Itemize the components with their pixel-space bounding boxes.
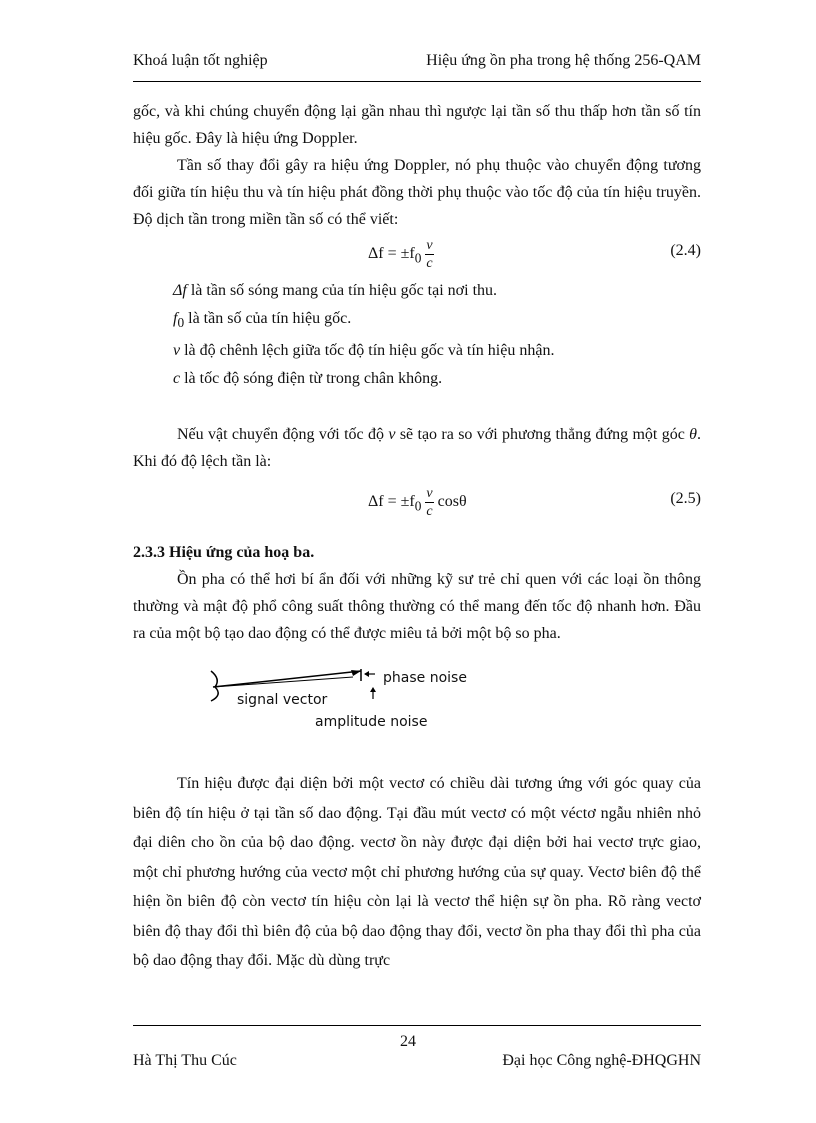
p3-v: v: [388, 426, 396, 444]
footer-right: Đại học Công nghệ-ĐHQGHN: [502, 1052, 701, 1069]
page-body: [133, 98, 701, 976]
eq2-denominator: c: [426, 504, 433, 520]
equation-2-4-label: (2.4): [670, 242, 701, 259]
equation-2-5-formula: [368, 485, 467, 520]
signal-vector-lower-line: [213, 677, 353, 687]
p3-theta: θ: [689, 426, 698, 444]
header-left: Khoá luận tốt nghiệp: [133, 52, 268, 69]
paragraph-1: gốc, và khi chúng chuyển động lại gần nhau thì ngược lại tần số thu thấp hơn tần số tín hiệu gốc. Đây là hiệu ứng Doppler.: [133, 103, 701, 147]
arc-lower-icon: [211, 687, 218, 701]
eq2-numerator: v: [426, 486, 433, 502]
def-text: là tốc độ sóng điện từ trong chân không.: [180, 370, 443, 388]
page-header: [133, 52, 701, 74]
p3-text-c: . Khi đó độ lệch tần là:: [133, 426, 702, 471]
eq1-numerator: v: [426, 238, 433, 253]
eq1-fraction: [425, 237, 433, 272]
header-rule: [133, 81, 701, 82]
eq1-lhs: Δf = ±f: [368, 245, 415, 263]
paragraph-2: Tần số thay đổi gây ra hiệu ứng Doppler, nó phụ thuộc vào chuyển động tương đối giữa tín hiệu thu và tín hiệu phát đồng thời phụ thuộc vào tốc độ của tín hiệu truyền. Độ dịch tần trong miền tần số có thể viết:: [133, 157, 701, 228]
eq1-denominator: c: [426, 256, 433, 271]
equation-2-5-label: (2.5): [670, 490, 701, 508]
footer-rule: [133, 1025, 701, 1026]
definition-c: [173, 365, 701, 393]
signal-vector-line: [213, 671, 361, 687]
definition-v: [173, 337, 701, 365]
definition-f0: [173, 305, 701, 337]
amplitude-noise-label: amplitude noise: [315, 714, 428, 731]
p3-text-a: Nếu vật chuyển động với tốc độ: [177, 426, 389, 444]
def-symbol: Δf: [173, 282, 187, 299]
p3-text-b: sẽ tạo ra so với phương thẳng đứng một góc: [395, 426, 690, 444]
signal-vector-label: signal vector: [237, 692, 328, 709]
equation-2-4-formula: [368, 237, 434, 272]
section-heading: 2.3.3 Hiệu ứng của hoạ ba.: [133, 544, 315, 562]
phase-noise-label: phase noise: [383, 670, 467, 687]
eq1-sub: 0: [414, 250, 422, 266]
paragraph-3: [133, 421, 701, 475]
def-text: là độ chênh lệch giữa tốc độ tín hiệu gốc và tín hiệu nhận.: [180, 342, 555, 360]
signal-vector-arrowhead: [351, 670, 361, 676]
eq2-sub: 0: [414, 498, 422, 514]
def-symbol: v: [173, 342, 181, 360]
footer-left: Hà Thị Thu Cúc: [133, 1052, 237, 1069]
page-footer: [133, 1052, 701, 1074]
def-text: là tần số sóng mang của tín hiệu gốc tại nơi thu.: [186, 282, 498, 299]
phase-noise-diagram: [133, 661, 701, 771]
definition-delta-f: [173, 277, 701, 305]
def-text: là tần số của tín hiệu gốc.: [184, 310, 352, 327]
def-sub: 0: [177, 315, 185, 331]
page-number: 24: [400, 1033, 416, 1050]
def-symbol: c: [173, 370, 181, 388]
phase-noise-arrowhead: [364, 671, 369, 677]
eq2-tail: cosθ: [433, 493, 467, 511]
eq2-lhs: Δf = ±f: [368, 493, 415, 511]
header-right: Hiệu ứng ồn pha trong hệ thống 256-QAM: [426, 52, 701, 69]
amplitude-noise-arrowhead: [370, 687, 376, 692]
equation-2-4: [133, 233, 701, 277]
paragraph-5: Tín hiệu được đại diện bởi một vectơ có chiều dài tương ứng với góc quay của biên độ tín hiệu ở tại tần số dao động. Tại đầu mút vectơ có một véctơ ngẫu nhiên nhỏ đại diên cho ồn của bộ dao động. vectơ ồn này được đại diện bởi hai vectơ trực giao, một chỉ phương hướng của vectơ một chỉ phương hướng của sự quay. Vectơ biên độ thể hiện ồn biên độ còn vectơ tín hiệu còn lại là vectơ thể hiện sự ồn pha. Rõ ràng vectơ biên độ thay đổi thì biên độ của bộ dao động thay đổi, vectơ ồn pha thay đổi thì pha của bộ dao động thay đổi. Mặc dù dùng trực: [133, 775, 701, 970]
definition-list: [133, 277, 701, 393]
def-symbol: f: [173, 310, 178, 327]
paragraph-4: Ồn pha có thể hơi bí ẩn đối với những kỹ sư trẻ chỉ quen với các loại ồn thông thường và mật độ phổ công suất thông thường có thể mang đến tốc độ nhanh hơn. Đầu ra của một bộ tạo dao động có thể được miêu tả bởi một bộ so pha.: [133, 571, 701, 643]
equation-2-5: [133, 481, 701, 525]
arc-upper-icon: [211, 671, 217, 687]
eq2-fraction: [425, 485, 433, 520]
